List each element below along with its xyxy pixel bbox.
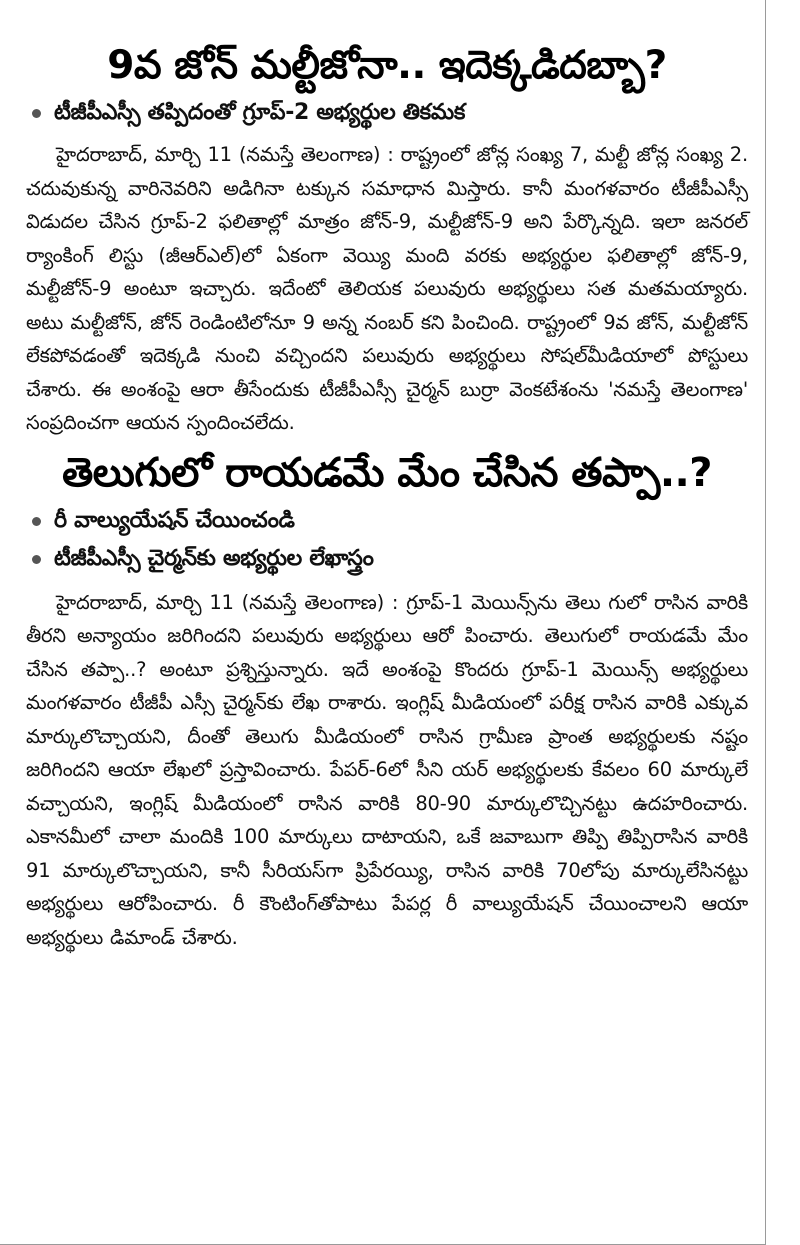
story1-headline: 9వ జోన్ మల్టీజోనా.. ఇదెక్కడిదబ్బా? <box>107 43 667 88</box>
story1-body: హైదరాబాద్, మార్చి 11 (నమస్తే తెలంగాణ) : రాష్ట్రంలో జోన్ల సంఖ్య 7, మల్టీ జోన్ల సంఖ్య 2. చదువుకున్న వారినెవరిని అడిగినా టక్కున సమాధాన మిస్తారు. కానీ మంగళవారం టీజీపీఎస్సీ విడుదల చేసిన గ్రూప్-2 ఫలితాల్లో మాత్రం జోన్-9, మల్టీజోన్-9 అని పేర్కొన్నది. ఇలా జనరల్ ర్యాంకింగ్ లిస్టు (జీఆర్ఎల్)లో ఏకంగా వెయ్యి మంది వరకు అభ్యర్థుల ఫలితాల్లో జోన్-9, మల్టీజోన్-9 అంటూ ఇచ్చారు. ఇదేంటో తెలియక పలువురు అభ్యర్థులు సత మతమయ్యారు. అటు మల్టీజోన్, జోన్ రెండింటిలోనూ 9 అన్న నంబర్ కని పించింది. రాష్ట్రంలో 9వ జోన్, మల్టీజోన్ లేకపోవడంతో ఇదెక్కడి నుంచి వచ్చిందని పలువురు అభ్యర్థులు సోషల్‌మీడియాలో పోస్టులు చేశారు. ఈ అంశంపై ఆరా తీసేందుకు టీజీపీఎస్సీ చైర్మన్ బుర్రా వెంకటేశంను 'నమస్తే తెలంగాణ' సంప్రదించగా ఆయన స్పందించలేదు. <box>26 143 748 434</box>
story1-subhead-text: టీజీపీఎస్సీ తప్పిదంతో గ్రూప్-2 అభ్యర్థుల తికమక <box>54 100 466 125</box>
story2-headline: తెలుగులో రాయడమే మేం చేసిన తప్పా..? <box>62 449 712 496</box>
bullet-dot-icon <box>32 555 41 564</box>
story-telugu-medium <box>26 444 748 955</box>
bullet-dot-icon <box>32 109 41 118</box>
story-zone-confusion <box>26 0 748 440</box>
story2-subhead <box>26 540 748 578</box>
story2-subhead <box>26 502 748 540</box>
story1-subhead <box>26 94 748 132</box>
story2-body: హైదరాబాద్, మార్చి 11 (నమస్తే తెలంగాణ) : గ్రూప్-1 మెయిన్స్‌ను తెలు గులో రాసిన వారికి తీరని అన్యాయం జరిగిందని పలువురు అభ్యర్థులు ఆరో పించారు. తెలుగులో రాయడమే మేం చేసిన తప్పా..? అంటూ ప్రశ్నిస్తున్నారు. ఇదే అంశంపై కొందరు గ్రూప్-1 మెయిన్స్ అభ్యర్థులు మంగళవారం టీజీపీ ఎస్సీ చైర్మన్‌కు లేఖ రాశారు. ఇంగ్లిష్ మీడియంలో పరీక్ష రాసిన వారికి ఎక్కువ మార్కులొచ్చాయని, దీంతో తెలుగు మీడియంలో రాసిన గ్రామీణ ప్రాంత అభ్యర్థులకు నష్టం జరిగిందని ఆయా లేఖలో ప్రస్తావించారు. పేపర్-6లో సీని యర్ అభ్యర్థులకు కేవలం 60 మార్కులే వచ్చాయని, ఇంగ్లిష్ మీడియంలో రాసిన వారికి 80-90 మార్కులొచ్చినట్టు ఉదహరించారు. ఎకానమీలో చాలా మందికి 100 మార్కులు దాటాయని, ఒకే జవాబుగా తిప్పి తిప్పిరాసిన వారికి 91 మార్కులొచ్చాయని, కానీ సీరియస్‌గా ప్రిపేరయ్యి, రాసిన వారికి 70లోపు మార్కులేసినట్టు అభ్యర్థులు ఆరోపించారు. రీ కౌంటింగ్‌తోపాటు పేపర్ల రీ వాల్యుయేషన్ చేయించాలని ఆయా అభ్యర్థులు డిమాండ్ చేశారు. <box>26 590 748 949</box>
story2-subhead-text: రీ వాల్యుయేషన్ చేయించండి <box>54 507 295 533</box>
story1-subheads <box>26 94 748 132</box>
story2-subheads <box>26 502 748 578</box>
story2-subhead-text: టీజీపీఎస్సీ చైర్మన్‌కు అభ్యర్థుల లేఖాస్త్రం <box>54 545 374 571</box>
bullet-dot-icon <box>32 517 41 526</box>
clipping-content <box>26 0 748 954</box>
